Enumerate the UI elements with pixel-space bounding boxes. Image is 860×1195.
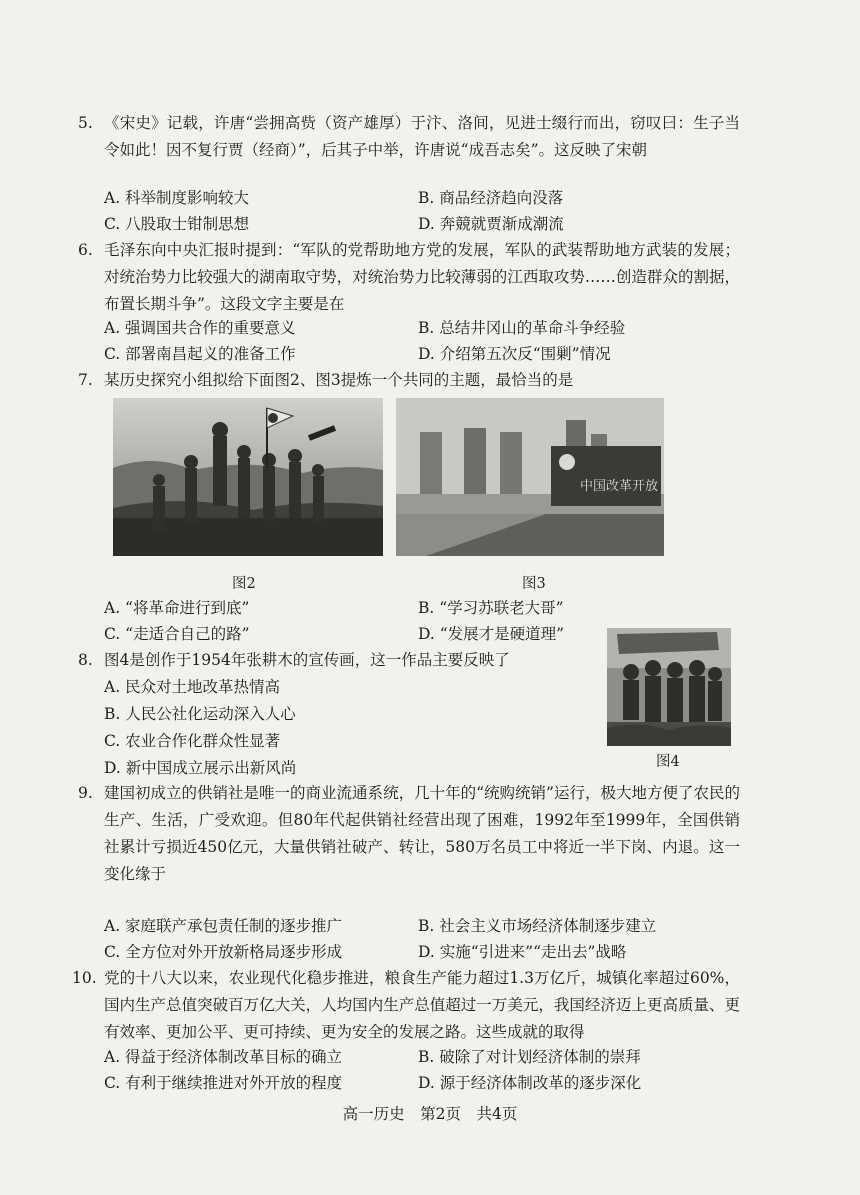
question-7 — [80, 367, 740, 394]
option-b[interactable]: B. 总结井冈山的革命斗争经验 — [418, 319, 626, 337]
option-d[interactable]: D. 实施“引进来”“走出去”战略 — [418, 943, 627, 961]
options-row — [104, 939, 724, 966]
question-stem: 党的十八大以来，农业现代化稳步推进，粮食生产能力超过1.3万亿斤，城镇化率超过60%，国内生产总值突破百万亿大关，人均国内生产总值超过一万美元，我国经济迈上更高质量、更有效率、更加公平、更可持续、更为安全的发展之路。这些成就的取得 — [104, 969, 740, 1041]
option-d[interactable]: D. 新中国成立展示出新风尚 — [104, 759, 297, 777]
option-b[interactable]: B. “学习苏联老大哥” — [418, 599, 564, 617]
options-row — [104, 1070, 724, 1097]
question-5 — [80, 110, 740, 164]
question-6 — [80, 237, 740, 318]
question-number: 7. — [78, 371, 93, 389]
question-10 — [72, 965, 740, 1046]
option-d[interactable]: D. 介绍第五次反“围剿”情况 — [418, 345, 611, 363]
option-a[interactable]: A. 强调国共合作的重要意义 — [104, 319, 296, 337]
options-row — [104, 595, 724, 622]
option-c[interactable]: C. 部署南昌起义的准备工作 — [104, 345, 296, 363]
option-c[interactable]: C. 全方位对外开放新格局逐步形成 — [104, 943, 343, 961]
option-d[interactable]: D. “发展才是硬道理” — [418, 625, 565, 643]
figure-4-caption: 图4 — [656, 754, 680, 770]
question-number: 5. — [78, 114, 93, 132]
question-number: 6. — [78, 241, 93, 259]
option-a[interactable]: A. 得益于经济体制改革目标的确立 — [104, 1048, 343, 1066]
option-a[interactable]: A. 民众对土地改革热情高 — [104, 678, 281, 696]
options-row — [104, 1044, 724, 1071]
option-c[interactable]: C. 有利于继续推进对外开放的程度 — [104, 1074, 343, 1092]
figure-3-image — [396, 398, 664, 556]
question-number: 8. — [78, 651, 93, 669]
option-c[interactable]: C. 农业合作化群众性显著 — [104, 732, 281, 750]
option-a[interactable]: A. “将革命进行到底” — [104, 599, 250, 617]
figure-2-caption: 图2 — [232, 576, 256, 592]
question-stem: 《宋史》记载，许唐“尝拥高赀（资产雄厚）于汴、洛间，见进士缀行而出，窃叹曰：生子当令如此！因不复行贾（经商）”，后其子中举，许唐说“成吾志矣”。这反映了宋朝 — [104, 114, 740, 159]
options-row — [104, 315, 724, 342]
option-b[interactable]: B. 社会主义市场经济体制逐步建立 — [418, 917, 657, 935]
question-stem: 图4是创作于1954年张耕木的宣传画，这一作品主要反映了 — [104, 651, 510, 669]
question-stem: 毛泽东向中央汇报时提到：“军队的党帮助地方党的发展，军队的武装帮助地方武装的发展；对统治势力比较强大的湖南取守势，对统治势力比较薄弱的江西取攻势……创造群众的割据，布置长期斗争”。这段文字主要是在 — [104, 241, 740, 313]
option-a[interactable]: A. 家庭联产承包责任制的逐步推广 — [104, 917, 343, 935]
options-row — [104, 185, 724, 212]
figure-2-image — [113, 398, 383, 556]
question-stem: 建国初成立的供销社是唯一的商业流通系统，几十年的“统购统销”运行，极大地方便了农民的生产、生活，广受欢迎。但80年代起供销社经营出现了困难，1992年至1999年，全国供销社累计亏损近450亿元，大量供销社破产、转让，580万名员工中将近一半下岗、内退。这一变化缘于 — [104, 784, 740, 883]
option-a[interactable]: A. 科举制度影响较大 — [104, 189, 250, 207]
option-d[interactable]: D. 奔競就贾渐成潮流 — [418, 215, 564, 233]
options-row — [104, 341, 724, 368]
question-9 — [80, 780, 740, 888]
figure-3-caption: 图3 — [522, 576, 546, 592]
figure-4-image — [607, 628, 731, 746]
options-row — [104, 211, 724, 238]
page-footer: 高一历史 第2页 共4页 — [342, 1105, 518, 1123]
option-b[interactable]: B. 破除了对计划经济体制的崇拜 — [418, 1048, 641, 1066]
options-row — [104, 913, 724, 940]
figure-3-sign-text: 中国改革开放 — [580, 479, 659, 494]
options-list — [104, 674, 296, 782]
option-b[interactable]: B. 商品经济趋向没落 — [418, 189, 564, 207]
option-c[interactable]: C. 八股取士钳制思想 — [104, 215, 250, 233]
question-8 — [80, 647, 590, 674]
option-c[interactable]: C. “走适合自己的路” — [104, 625, 250, 643]
question-number: 10. — [72, 969, 97, 987]
option-b[interactable]: B. 人民公社化运动深入人心 — [104, 705, 296, 723]
question-number: 9. — [78, 784, 93, 802]
question-stem: 某历史探究小组拟给下面图2、图3提炼一个共同的主题，最恰当的是 — [104, 371, 574, 389]
option-d[interactable]: D. 源于经济体制改革的逐步深化 — [418, 1074, 642, 1092]
